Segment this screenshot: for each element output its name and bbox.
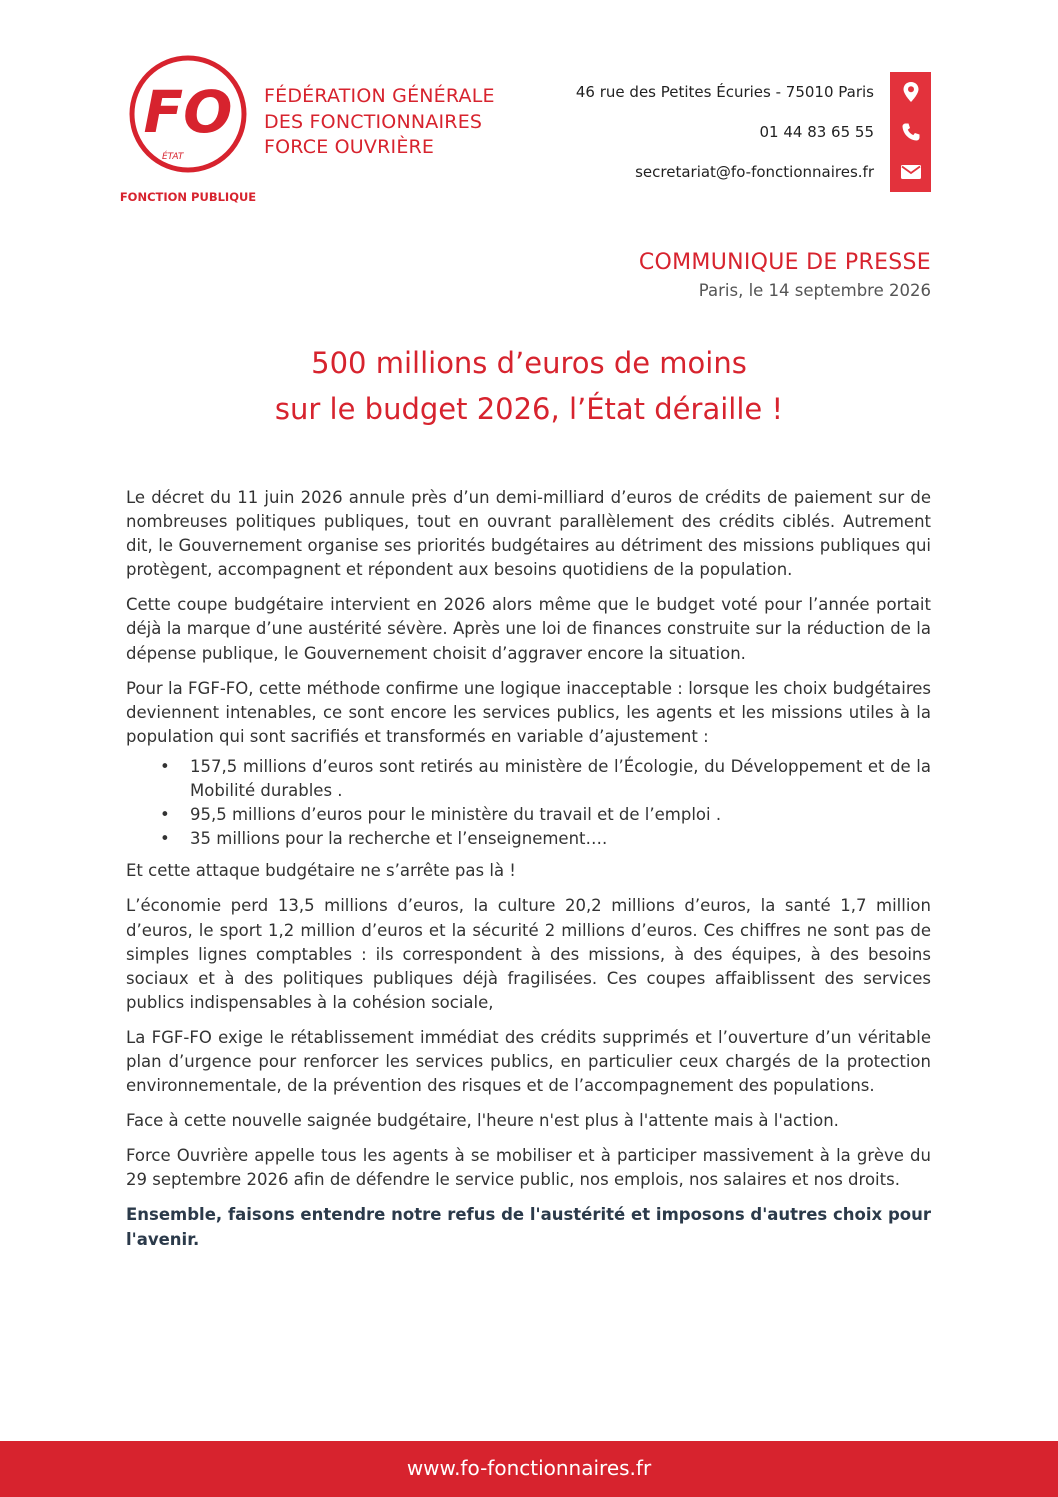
press-release-date: Paris, le 14 septembre 2026 bbox=[698, 281, 931, 300]
address-text: 46 rue des Petites Écuries - 75010 Paris bbox=[575, 83, 874, 101]
contact-block bbox=[576, 82, 874, 202]
list-item-text: 157,5 millions d’euros sont retirés au ministère de l’Écologie, du Développement et de la Mobilité durables . bbox=[190, 756, 931, 801]
paragraph-4: Et cette attaque budgétaire ne s’arrête pas là ! bbox=[126, 861, 516, 881]
logo-fo-text: FO bbox=[143, 78, 233, 146]
list-item bbox=[126, 755, 931, 803]
press-release-header bbox=[639, 250, 931, 300]
phone-icon bbox=[890, 112, 931, 152]
org-line-2: DES FONCTIONNAIRES bbox=[264, 110, 483, 133]
closing-statement: Ensemble, faisons entendre notre refus de l'austérité et imposons d'autres choix pour l'avenir. bbox=[126, 1205, 931, 1249]
organization-name bbox=[264, 84, 495, 161]
footer-bar bbox=[0, 1441, 1058, 1497]
list-item-text: 95,5 millions d’euros pour le ministère du travail et de l’emploi . bbox=[190, 805, 722, 825]
title-line-2: sur le budget 2026, l’État déraille ! bbox=[274, 392, 784, 426]
location-pin-icon bbox=[890, 72, 931, 112]
bullet-icon: • bbox=[160, 805, 170, 825]
paragraph-1: Le décret du 11 juin 2026 annule près d’un demi-milliard d’euros de crédits de paiement sur de nombreuses politiques publiques, tout en ouvrant parallèlement des crédits ciblés. Autrement dit, le Gouvernement organise ses priorités budgétaires au détriment des missions publiques qui protègent, accompagnent et répondent aux besoins quotidiens de la population. bbox=[126, 488, 931, 580]
phone-text: 01 44 83 65 55 bbox=[759, 123, 874, 141]
document-title bbox=[0, 340, 1058, 432]
bullet-icon: • bbox=[160, 829, 170, 849]
contact-icons bbox=[890, 72, 931, 192]
footer-website-link[interactable]: www.fo-fonctionnaires.fr bbox=[406, 1456, 652, 1480]
list-item bbox=[126, 803, 931, 827]
paragraph-8: Force Ouvrière appelle tous les agents à se mobiliser et à participer massivement à la grève du 29 septembre 2026 afin de défendre le service public, nos emplois, nos salaires et nos droits. bbox=[126, 1146, 931, 1190]
paragraph-6: La FGF-FO exige le rétablissement immédiat des crédits supprimés et l’ouverture d’un véritable plan d’urgence pour renforcer les services publics, en particulier ceux chargés de la protection environnementale, de la prévention des risques et de l’accompagnement des populations. bbox=[126, 1027, 931, 1096]
org-line-1: FÉDÉRATION GÉNÉRALE bbox=[264, 85, 495, 107]
email-link[interactable]: secretariat@fo-fonctionnaires.fr bbox=[635, 163, 874, 181]
logo-etat-text: ÉTAT bbox=[162, 152, 184, 162]
paragraph-5: L’économie perd 13,5 millions d’euros, la culture 20,2 millions d’euros, la santé 1,7 million d’euros, le sport 1,2 million d’euros et la sécurité 2 millions d’euros. Ces chiffres ne sont pas de simples lignes comptables : ils correspondent à des missions, à des équipes, à des besoins sociaux et à des politiques publiques déjà fragilisées. Ces coupes affaiblissent des services publics indispensables à la cohésion sociale, bbox=[126, 896, 931, 1012]
press-release-label: COMMUNIQUE DE PRESSE bbox=[638, 250, 931, 275]
paragraph-3: Pour la FGF-FO, cette méthode confirme une logique inacceptable : lorsque les choix budgétaires deviennent intenables, ce sont encore les services publics, les agents et les missions utiles à la population qui sont sacrifiés et transformés en variable d’ajustement : bbox=[126, 678, 931, 746]
mail-icon bbox=[890, 152, 931, 192]
logo-caption: FONCTION PUBLIQUE bbox=[119, 190, 257, 204]
bullet-icon: • bbox=[160, 756, 170, 776]
fo-logo bbox=[118, 52, 258, 207]
cuts-list bbox=[126, 755, 931, 851]
paragraph-7: Face à cette nouvelle saignée budgétaire, l'heure n'est plus à l'attente mais à l'action. bbox=[126, 1111, 839, 1131]
list-item-text: 35 millions pour la recherche et l’enseignement…. bbox=[190, 829, 608, 849]
org-line-3: FORCE OUVRIÈRE bbox=[264, 136, 435, 158]
paragraph-2: Cette coupe budgétaire intervient en 2026 alors même que le budget voté pour l’année portait déjà la marque d’une austérité sévère. Après une loi de finances construite sur la réduction de la dépense publique, le Gouvernement choisit d’aggraver encore la situation. bbox=[126, 595, 931, 663]
title-line-1: 500 millions d’euros de moins bbox=[311, 346, 747, 380]
document-body bbox=[126, 486, 931, 1263]
list-item bbox=[126, 827, 931, 851]
